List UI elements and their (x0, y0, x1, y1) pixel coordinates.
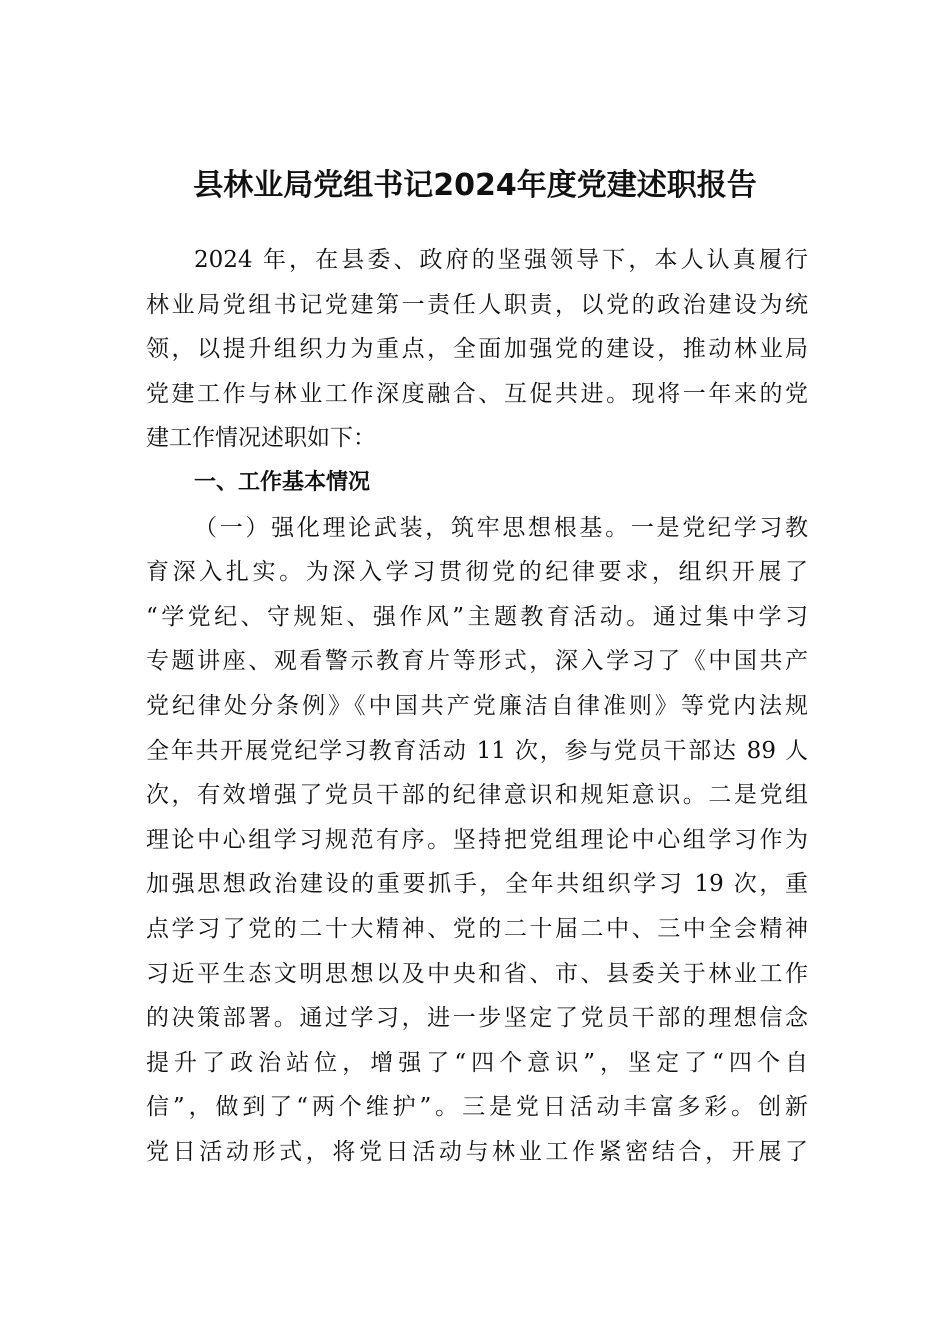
paragraph-line: （一）强化理论武装，筑牢思想根基。一是党纪学习教 (194, 514, 808, 541)
paragraph-line: 林业局党组书记党建第一责任人职责，以党的政治建设为统 (146, 291, 808, 318)
paragraph-line: 建工作情况述职如下： (146, 425, 376, 452)
paragraph-line: 加强思想政治建设的重要抓手，全年共组织学习 19 次，重 (146, 871, 808, 898)
paragraph-line: 育深入扎实。为深入学习贯彻党的纪律要求，组织开展了 (146, 559, 808, 586)
paragraph-line: 党建工作与林业工作深度融合、互促共进。现将一年来的党 (146, 380, 808, 407)
paragraph-line: 习近平生态文明思想以及中央和省、市、县委关于林业工作 (146, 960, 808, 987)
document-title: 县林业局党组书记2024年度党建述职报告 (193, 168, 757, 203)
section-heading: 一、工作基本情况 (194, 469, 371, 495)
paragraph-line: “学党纪、守规矩、强作风”主题教育活动。通过集中学习 (146, 603, 808, 630)
paragraph-line: 理论中心组学习规范有序。坚持把党组理论中心组学习作为 (146, 826, 808, 853)
paragraph-line: 专题讲座、观看警示教育片等形式，深入学习了《中国共产 (146, 648, 808, 675)
paragraph-line: 点学习了党的二十大精神、党的二十届二中、三中全会精神 (146, 915, 808, 942)
paragraph-line: 党纪律处分条例》《中国共产党廉洁自律准则》等党内法规 (146, 692, 808, 719)
paragraph-line: 2024 年，在县委、政府的坚强领导下，本人认真履行 (194, 247, 808, 273)
paragraph-line: 次，有效增强了党员干部的纪律意识和规矩意识。二是党组 (146, 782, 808, 809)
document-body (146, 238, 808, 1174)
paragraph-line: 提升了政治站位，增强了“四个意识”，坚定了“四个自 (146, 1049, 808, 1076)
paragraph-line: 党日活动形式，将党日活动与林业工作紧密结合，开展了 (146, 1138, 808, 1165)
paragraph-line: 全年共开展党纪学习教育活动 11 次，参与党员干部达 89 人 (146, 737, 808, 764)
paragraph-line: 的决策部署。通过学习，进一步坚定了党员干部的理想信念 (146, 1005, 808, 1032)
paragraph-line: 信”，做到了“两个维护”。三是党日活动丰富多彩。创新 (146, 1094, 808, 1121)
paragraph-line: 领，以提升组织力为重点，全面加强党的建设，推动林业局 (146, 336, 808, 363)
